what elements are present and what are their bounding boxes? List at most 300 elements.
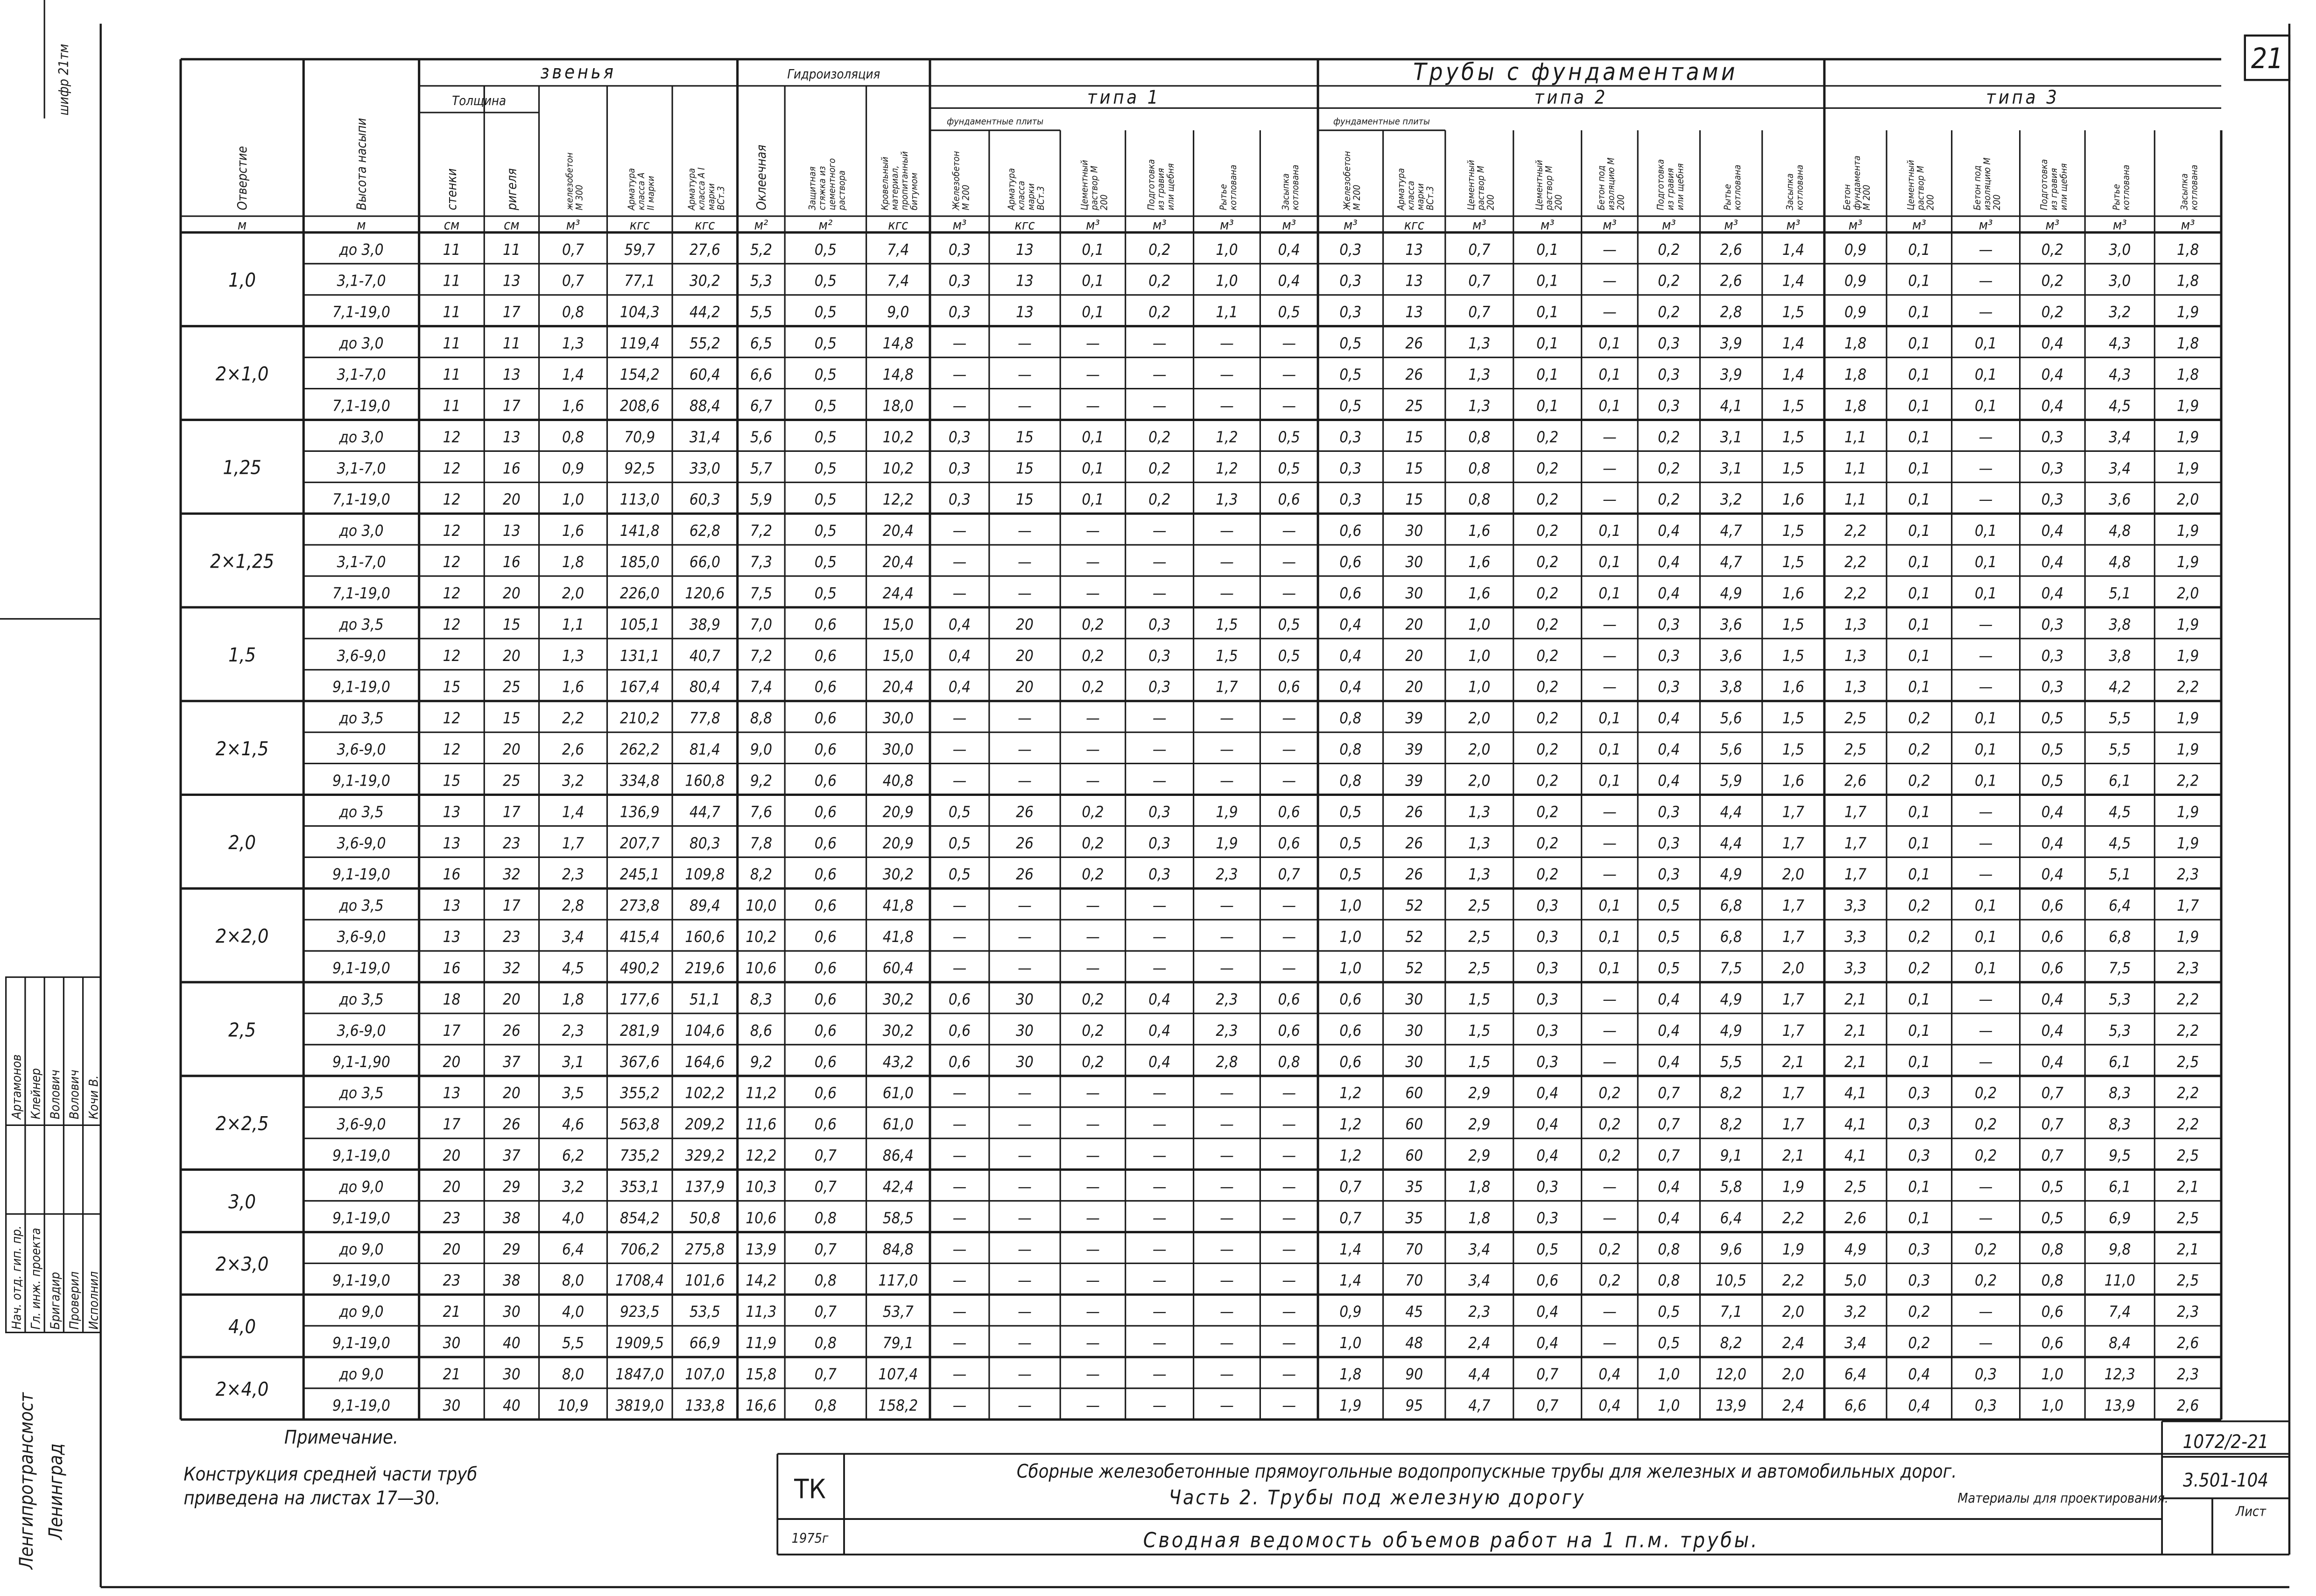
cell-r35-c6: 66,9 — [689, 1334, 720, 1352]
cell-r15-c18: 2,0 — [1468, 709, 1491, 727]
cell-r27-c27: 0,7 — [2041, 1083, 2063, 1102]
cell-r9-c24: 2,2 — [1844, 521, 1867, 540]
cell-r36-c14: — — [1220, 1364, 1234, 1383]
doc-number: 1072/2-21 — [2182, 1431, 2269, 1453]
cell-r3-c3: 11 — [503, 334, 521, 352]
cell-r21-c19: 0,3 — [1536, 896, 1559, 915]
cell-r22-c3: 23 — [503, 928, 521, 946]
cell-r36-c11: — — [1018, 1364, 1032, 1383]
cell-r34-c9: 53,7 — [882, 1302, 914, 1321]
cell-r32-c24: 4,9 — [1844, 1240, 1867, 1259]
cell-r5-c27: 0,4 — [2041, 396, 2063, 415]
cell-r19-c14: 1,9 — [1216, 834, 1238, 852]
cell-r34-c1: до 9,0 — [339, 1302, 384, 1321]
cell-r14-c4: 1,6 — [562, 677, 584, 696]
cell-r5-c21: 0,3 — [1658, 396, 1680, 415]
cell-r3-c4: 1,3 — [562, 334, 584, 352]
cell-r12-c20: — — [1603, 615, 1617, 633]
cell-r17-c21: 0,4 — [1658, 771, 1680, 790]
cell-r25-c1: 3,6-9,0 — [337, 1021, 386, 1040]
cell-r19-c23: 1,7 — [1782, 834, 1804, 852]
cell-r0-c14: 1,0 — [1216, 240, 1238, 259]
cell-r3-c15: — — [1282, 334, 1296, 352]
cell-r18-c15: 0,6 — [1278, 802, 1300, 821]
cell-r2-c1: 7,1-19,0 — [332, 302, 390, 321]
cell-r16-c6: 81,4 — [689, 740, 720, 759]
cell-r10-c18: 1,6 — [1468, 553, 1491, 571]
cell-r9-c10: — — [952, 521, 967, 540]
cell-r28-c15: — — [1282, 1115, 1296, 1133]
opening-8: 2,5 — [228, 1019, 256, 1041]
cell-r12-c27: 0,3 — [2041, 615, 2063, 633]
cell-r31-c28: 6,9 — [2109, 1209, 2131, 1227]
cell-r10-c2: 12 — [443, 553, 461, 571]
cell-r6-c11: 15 — [1016, 428, 1034, 446]
cell-r5-c20: 0,1 — [1598, 396, 1621, 415]
cell-r13-c3: 20 — [503, 646, 521, 665]
cell-r11-c9: 24,4 — [882, 584, 914, 602]
cell-r24-c9: 30,2 — [882, 990, 914, 1008]
cell-r13-c16: 0,4 — [1339, 646, 1362, 665]
cell-r23-c29: 2,3 — [2177, 959, 2199, 977]
column-header-5: Арматуракласса АII марки — [626, 168, 656, 211]
column-header-29: Засыпкакотлована — [2179, 164, 2200, 211]
cell-r32-c20: 0,2 — [1598, 1240, 1621, 1259]
cell-r16-c19: 0,2 — [1536, 740, 1559, 759]
cell-r19-c19: 0,2 — [1536, 834, 1559, 852]
cell-r4-c25: 0,1 — [1908, 365, 1930, 384]
cell-r3-c9: 14,8 — [882, 334, 914, 352]
cell-r31-c5: 854,2 — [619, 1209, 660, 1227]
cell-r36-c4: 8,0 — [562, 1364, 584, 1383]
cell-r23-c2: 16 — [443, 959, 461, 977]
cell-r27-c23: 1,7 — [1782, 1083, 1804, 1102]
cell-r4-c18: 1,3 — [1468, 365, 1491, 384]
cell-r7-c8: 0,5 — [814, 459, 837, 478]
cell-r0-c5: 59,7 — [624, 240, 655, 259]
cell-r17-c16: 0,8 — [1339, 771, 1362, 790]
cell-r15-c25: 0,2 — [1908, 709, 1930, 727]
cell-r3-c21: 0,3 — [1658, 334, 1680, 352]
cell-r23-c23: 2,0 — [1782, 959, 1804, 977]
cell-r35-c19: 0,4 — [1536, 1334, 1559, 1352]
cell-r16-c4: 2,6 — [562, 740, 584, 759]
cell-r31-c16: 0,7 — [1339, 1209, 1362, 1227]
unit-27: м³ — [2045, 217, 2060, 233]
cell-r7-c9: 10,2 — [882, 459, 914, 478]
cell-r34-c26: — — [1978, 1302, 1993, 1321]
header-pipes-with-foundations: Трубы с фундаментами — [1413, 58, 1738, 86]
cell-r5-c25: 0,1 — [1908, 396, 1930, 415]
cell-r10-c15: — — [1282, 553, 1296, 571]
cell-r37-c6: 133,8 — [685, 1396, 725, 1414]
cell-r23-c8: 0,6 — [814, 959, 837, 977]
cell-r19-c11: 26 — [1016, 834, 1034, 852]
cell-r8-c13: 0,2 — [1148, 490, 1171, 509]
cell-r19-c5: 207,7 — [619, 834, 660, 852]
cell-r0-c20: — — [1603, 240, 1617, 259]
cell-r4-c1: 3,1-7,0 — [337, 365, 386, 384]
cell-r29-c26: 0,2 — [1975, 1146, 1997, 1165]
cell-r12-c16: 0,4 — [1339, 615, 1362, 633]
unit-20: м³ — [1603, 217, 1617, 233]
cell-r5-c11: — — [1018, 396, 1032, 415]
cell-r33-c22: 10,5 — [1716, 1271, 1747, 1290]
cell-r12-c24: 1,3 — [1844, 615, 1867, 633]
cell-r2-c9: 9,0 — [887, 302, 909, 321]
cell-r29-c22: 9,1 — [1720, 1146, 1742, 1165]
cell-r24-c15: 0,6 — [1278, 990, 1300, 1008]
cell-r9-c12: — — [1086, 521, 1100, 540]
cell-r34-c4: 4,0 — [562, 1302, 584, 1321]
cell-r36-c27: 1,0 — [2041, 1364, 2063, 1383]
cell-r19-c24: 1,7 — [1844, 834, 1867, 852]
column-header-18: Цементныйраствор М200 — [1465, 160, 1496, 211]
cell-r33-c14: — — [1220, 1271, 1234, 1290]
cell-r12-c13: 0,3 — [1148, 615, 1171, 633]
cell-r25-c9: 30,2 — [882, 1021, 914, 1040]
cell-r2-c18: 0,7 — [1468, 302, 1491, 321]
border-code-text: шифр 21тм — [56, 43, 71, 116]
year: 1975г — [791, 1530, 829, 1546]
cell-r15-c1: до 3,5 — [339, 709, 384, 727]
cell-r33-c10: — — [952, 1271, 967, 1290]
cell-r26-c11: 30 — [1016, 1052, 1034, 1071]
cell-r25-c23: 1,7 — [1782, 1021, 1804, 1040]
cell-r2-c26: — — [1978, 302, 1993, 321]
cell-r9-c2: 12 — [443, 521, 461, 540]
cell-r20-c5: 245,1 — [619, 865, 660, 884]
cell-r27-c19: 0,4 — [1536, 1083, 1559, 1102]
cell-r2-c15: 0,5 — [1278, 302, 1300, 321]
cell-r31-c14: — — [1220, 1209, 1234, 1227]
cell-r30-c26: — — [1978, 1177, 1993, 1196]
cell-r30-c5: 353,1 — [619, 1177, 660, 1196]
cell-r9-c6: 62,8 — [689, 521, 720, 540]
cell-r5-c9: 18,0 — [882, 396, 914, 415]
cell-r25-c29: 2,2 — [2177, 1021, 2199, 1040]
cell-r35-c7: 11,9 — [746, 1334, 777, 1352]
cell-r22-c25: 0,2 — [1908, 928, 1930, 946]
cell-r36-c1: до 9,0 — [339, 1364, 384, 1383]
cell-r12-c18: 1,0 — [1468, 615, 1491, 633]
cell-r28-c13: — — [1152, 1115, 1167, 1133]
cell-r19-c3: 23 — [503, 834, 521, 852]
cell-r16-c24: 2,5 — [1844, 740, 1867, 759]
cell-r32-c22: 9,6 — [1720, 1240, 1742, 1259]
cell-r14-c29: 2,2 — [2177, 677, 2199, 696]
cell-r7-c22: 3,1 — [1720, 459, 1742, 478]
cell-r19-c2: 13 — [443, 834, 461, 852]
cell-r3-c24: 1,8 — [1844, 334, 1867, 352]
cell-r36-c8: 0,7 — [814, 1364, 837, 1383]
cell-r33-c19: 0,6 — [1536, 1271, 1559, 1290]
cell-r25-c12: 0,2 — [1082, 1021, 1104, 1040]
column-header-19: Цементныйраствор М200 — [1534, 160, 1564, 211]
cell-r26-c23: 2,1 — [1782, 1052, 1804, 1071]
cell-r34-c10: — — [952, 1302, 967, 1321]
cell-r29-c21: 0,7 — [1658, 1146, 1680, 1165]
cell-r32-c8: 0,7 — [814, 1240, 837, 1259]
cell-r5-c10: — — [952, 396, 967, 415]
cell-r35-c1: 9,1-19,0 — [332, 1334, 390, 1352]
cell-r0-c16: 0,3 — [1339, 240, 1362, 259]
unit-22: м³ — [1724, 217, 1738, 233]
column-header-10: ЖелезобетонМ 200 — [950, 151, 971, 211]
cell-r13-c22: 3,6 — [1720, 646, 1742, 665]
cell-r9-c7: 7,2 — [750, 521, 772, 540]
cell-r11-c25: 0,1 — [1908, 584, 1930, 602]
opening-6: 2,0 — [228, 831, 256, 854]
cell-r2-c20: — — [1603, 302, 1617, 321]
cell-r37-c13: — — [1152, 1396, 1167, 1414]
cell-r33-c26: 0,2 — [1975, 1271, 1997, 1290]
cell-r20-c17: 26 — [1405, 865, 1423, 884]
cell-r20-c12: 0,2 — [1082, 865, 1104, 884]
cell-r4-c21: 0,3 — [1658, 365, 1680, 384]
cell-r7-c3: 16 — [503, 459, 521, 478]
cell-r9-c22: 4,7 — [1720, 521, 1742, 540]
cell-r30-c11: — — [1018, 1177, 1032, 1196]
cell-r1-c22: 2,6 — [1720, 271, 1742, 290]
cell-r7-c24: 1,1 — [1844, 459, 1867, 478]
cell-r10-c9: 20,4 — [882, 553, 914, 571]
cell-r19-c18: 1,3 — [1468, 834, 1491, 852]
cell-r10-c26: 0,1 — [1975, 553, 1997, 571]
cell-r11-c18: 1,6 — [1468, 584, 1491, 602]
cell-r11-c17: 30 — [1405, 584, 1423, 602]
cell-r4-c6: 60,4 — [689, 365, 720, 384]
cell-r25-c3: 26 — [503, 1021, 521, 1040]
cell-r37-c2: 30 — [443, 1396, 461, 1414]
column-header-17: АрматураклассамаркиВСт.3 — [1395, 168, 1436, 211]
cell-r37-c15: — — [1282, 1396, 1296, 1414]
unit-18: м³ — [1472, 217, 1486, 233]
cell-r24-c1: до 3,5 — [339, 990, 384, 1008]
cell-r9-c4: 1,6 — [562, 521, 584, 540]
cell-r18-c6: 44,7 — [689, 802, 720, 821]
cell-r21-c12: — — [1086, 896, 1100, 915]
cell-r12-c6: 38,9 — [689, 615, 720, 633]
cell-r1-c1: 3,1-7,0 — [337, 271, 386, 290]
cell-r8-c1: 7,1-19,0 — [332, 490, 390, 509]
opening-2: 1,25 — [223, 456, 261, 479]
unit-17: кгс — [1404, 217, 1424, 233]
cell-r36-c9: 107,4 — [878, 1364, 918, 1383]
cell-r2-c3: 17 — [503, 302, 521, 321]
cell-r24-c8: 0,6 — [814, 990, 837, 1008]
cell-r35-c24: 3,4 — [1844, 1334, 1867, 1352]
cell-r18-c5: 136,9 — [619, 802, 660, 821]
cell-r26-c2: 20 — [443, 1052, 461, 1071]
header-type-2: типа 2 — [1534, 87, 1608, 109]
cell-r15-c14: — — [1220, 709, 1234, 727]
cell-r29-c11: — — [1018, 1146, 1032, 1165]
column-header-27: Подготовкаиз гравияили щебня — [2038, 159, 2069, 211]
cell-r8-c3: 20 — [503, 490, 521, 509]
cell-r17-c4: 3,2 — [562, 771, 584, 790]
column-header-4: железобетонМ 300 — [564, 152, 585, 211]
cell-r24-c2: 18 — [443, 990, 461, 1008]
cell-r4-c20: 0,1 — [1598, 365, 1621, 384]
cell-r14-c3: 25 — [503, 677, 521, 696]
unit-13: м³ — [1152, 217, 1167, 233]
cell-r17-c10: — — [952, 771, 967, 790]
cell-r10-c21: 0,4 — [1658, 553, 1680, 571]
cell-r24-c12: 0,2 — [1082, 990, 1104, 1008]
cell-r20-c14: 2,3 — [1216, 865, 1238, 884]
cell-r20-c16: 0,5 — [1339, 865, 1362, 884]
cell-r37-c26: 0,3 — [1975, 1396, 1997, 1414]
cell-r28-c22: 8,2 — [1720, 1115, 1742, 1133]
cell-r25-c25: 0,1 — [1908, 1021, 1930, 1040]
cell-r20-c28: 5,1 — [2109, 865, 2131, 884]
cell-r18-c2: 13 — [443, 802, 461, 821]
cell-r26-c27: 0,4 — [2041, 1052, 2063, 1071]
cell-r29-c6: 329,2 — [685, 1146, 725, 1165]
cell-r5-c14: — — [1220, 396, 1234, 415]
cell-r8-c28: 3,6 — [2109, 490, 2131, 509]
cell-r21-c9: 41,8 — [882, 896, 914, 915]
cell-r34-c8: 0,7 — [814, 1302, 837, 1321]
cell-r6-c18: 0,8 — [1468, 428, 1491, 446]
cell-r25-c5: 281,9 — [619, 1021, 660, 1040]
cell-r22-c20: 0,1 — [1598, 928, 1621, 946]
cell-r0-c17: 13 — [1405, 240, 1423, 259]
cell-r31-c10: — — [952, 1209, 967, 1227]
cell-r8-c9: 12,2 — [882, 490, 914, 509]
cell-r12-c14: 1,5 — [1216, 615, 1238, 633]
cell-r8-c29: 2,0 — [2177, 490, 2199, 509]
cell-r32-c10: — — [952, 1240, 967, 1259]
cell-r12-c21: 0,3 — [1658, 615, 1680, 633]
cell-r25-c6: 104,6 — [685, 1021, 725, 1040]
opening-11: 2×3,0 — [215, 1253, 269, 1276]
cell-r11-c10: — — [952, 584, 967, 602]
cell-r3-c14: — — [1220, 334, 1234, 352]
cell-r15-c11: — — [1018, 709, 1032, 727]
cell-r7-c10: 0,3 — [948, 459, 971, 478]
cell-r27-c29: 2,2 — [2177, 1083, 2199, 1102]
cell-r3-c10: — — [952, 334, 967, 352]
cell-r30-c4: 3,2 — [562, 1177, 584, 1196]
cell-r9-c29: 1,9 — [2177, 521, 2199, 540]
cell-r1-c28: 3,0 — [2109, 271, 2131, 290]
stamp-name-4: Кочи В. — [86, 1075, 101, 1119]
cell-r29-c29: 2,5 — [2177, 1146, 2199, 1165]
cell-r27-c1: до 3,5 — [339, 1083, 384, 1102]
cell-r37-c14: — — [1220, 1396, 1234, 1414]
unit-5: кгс — [629, 217, 650, 233]
cell-r31-c7: 10,6 — [746, 1209, 777, 1227]
cell-r19-c28: 4,5 — [2109, 834, 2131, 852]
cell-r28-c25: 0,3 — [1908, 1115, 1930, 1133]
cell-r13-c6: 40,7 — [689, 646, 720, 665]
cell-r15-c7: 8,8 — [750, 709, 772, 727]
cell-r1-c14: 1,0 — [1216, 271, 1238, 290]
cell-r16-c23: 1,5 — [1782, 740, 1804, 759]
cell-r25-c22: 4,9 — [1720, 1021, 1742, 1040]
org-city: Ленинград — [45, 1443, 67, 1540]
cell-r0-c23: 1,4 — [1782, 240, 1804, 259]
cell-r22-c6: 160,6 — [685, 928, 725, 946]
stamp-role-4: Исполнил — [86, 1271, 101, 1330]
unit-28: м³ — [2112, 217, 2127, 233]
cell-r5-c8: 0,5 — [814, 396, 837, 415]
cell-r36-c25: 0,4 — [1908, 1364, 1930, 1383]
cell-r2-c25: 0,1 — [1908, 302, 1930, 321]
unit-8: м² — [818, 217, 833, 233]
cell-r11-c21: 0,4 — [1658, 584, 1680, 602]
cell-r21-c29: 1,7 — [2177, 896, 2199, 915]
cell-r7-c15: 0,5 — [1278, 459, 1300, 478]
cell-r27-c5: 355,2 — [619, 1083, 660, 1102]
cell-r12-c12: 0,2 — [1082, 615, 1104, 633]
cell-r25-c20: — — [1603, 1021, 1617, 1040]
cell-r33-c25: 0,3 — [1908, 1271, 1930, 1290]
cell-r13-c12: 0,2 — [1082, 646, 1104, 665]
unit-1: м — [357, 217, 366, 233]
cell-r21-c24: 3,3 — [1844, 896, 1867, 915]
cell-r17-c9: 40,8 — [882, 771, 914, 790]
cell-r34-c28: 7,4 — [2109, 1302, 2131, 1321]
series-number: 3.501-104 — [2183, 1469, 2268, 1491]
cell-r22-c19: 0,3 — [1536, 928, 1559, 946]
cell-r11-c24: 2,2 — [1844, 584, 1867, 602]
cell-r12-c11: 20 — [1016, 615, 1034, 633]
cell-r14-c19: 0,2 — [1536, 677, 1559, 696]
cell-r6-c10: 0,3 — [948, 428, 971, 446]
unit-10: м³ — [952, 217, 967, 233]
cell-r30-c12: — — [1086, 1177, 1100, 1196]
cell-r0-c25: 0,1 — [1908, 240, 1930, 259]
cell-r11-c5: 226,0 — [619, 584, 660, 602]
cell-r20-c3: 32 — [503, 865, 521, 884]
cell-r16-c9: 30,0 — [882, 740, 914, 759]
cell-r14-c28: 4,2 — [2109, 677, 2131, 696]
cell-r36-c10: — — [952, 1364, 967, 1383]
cell-r16-c1: 3,6-9,0 — [337, 740, 386, 759]
cell-r28-c27: 0,7 — [2041, 1115, 2063, 1133]
cell-r4-c19: 0,1 — [1536, 365, 1559, 384]
cell-r17-c7: 9,2 — [750, 771, 772, 790]
cell-r9-c9: 20,4 — [882, 521, 914, 540]
cell-r18-c13: 0,3 — [1148, 802, 1171, 821]
cell-r23-c25: 0,2 — [1908, 959, 1930, 977]
cell-r28-c23: 1,7 — [1782, 1115, 1804, 1133]
cell-r12-c17: 20 — [1405, 615, 1423, 633]
cell-r3-c16: 0,5 — [1339, 334, 1362, 352]
cell-r10-c25: 0,1 — [1908, 553, 1930, 571]
cell-r36-c20: 0,4 — [1598, 1364, 1621, 1383]
cell-r13-c10: 0,4 — [948, 646, 971, 665]
cell-r29-c7: 12,2 — [746, 1146, 777, 1165]
cell-r26-c10: 0,6 — [948, 1052, 971, 1071]
cell-r12-c23: 1,5 — [1782, 615, 1804, 633]
cell-r34-c23: 2,0 — [1782, 1302, 1804, 1321]
column-header-24: БетонфундаментаМ 200 — [1842, 155, 1872, 211]
cell-r36-c3: 30 — [503, 1364, 521, 1383]
cell-r21-c15: — — [1282, 896, 1296, 915]
cell-r36-c17: 90 — [1405, 1364, 1423, 1383]
cell-r1-c6: 30,2 — [689, 271, 720, 290]
cell-r10-c13: — — [1152, 553, 1167, 571]
cell-r18-c19: 0,2 — [1536, 802, 1559, 821]
cell-r5-c4: 1,6 — [562, 396, 584, 415]
cell-r1-c19: 0,1 — [1536, 271, 1559, 290]
cell-r11-c15: — — [1282, 584, 1296, 602]
cell-r2-c21: 0,2 — [1658, 302, 1680, 321]
